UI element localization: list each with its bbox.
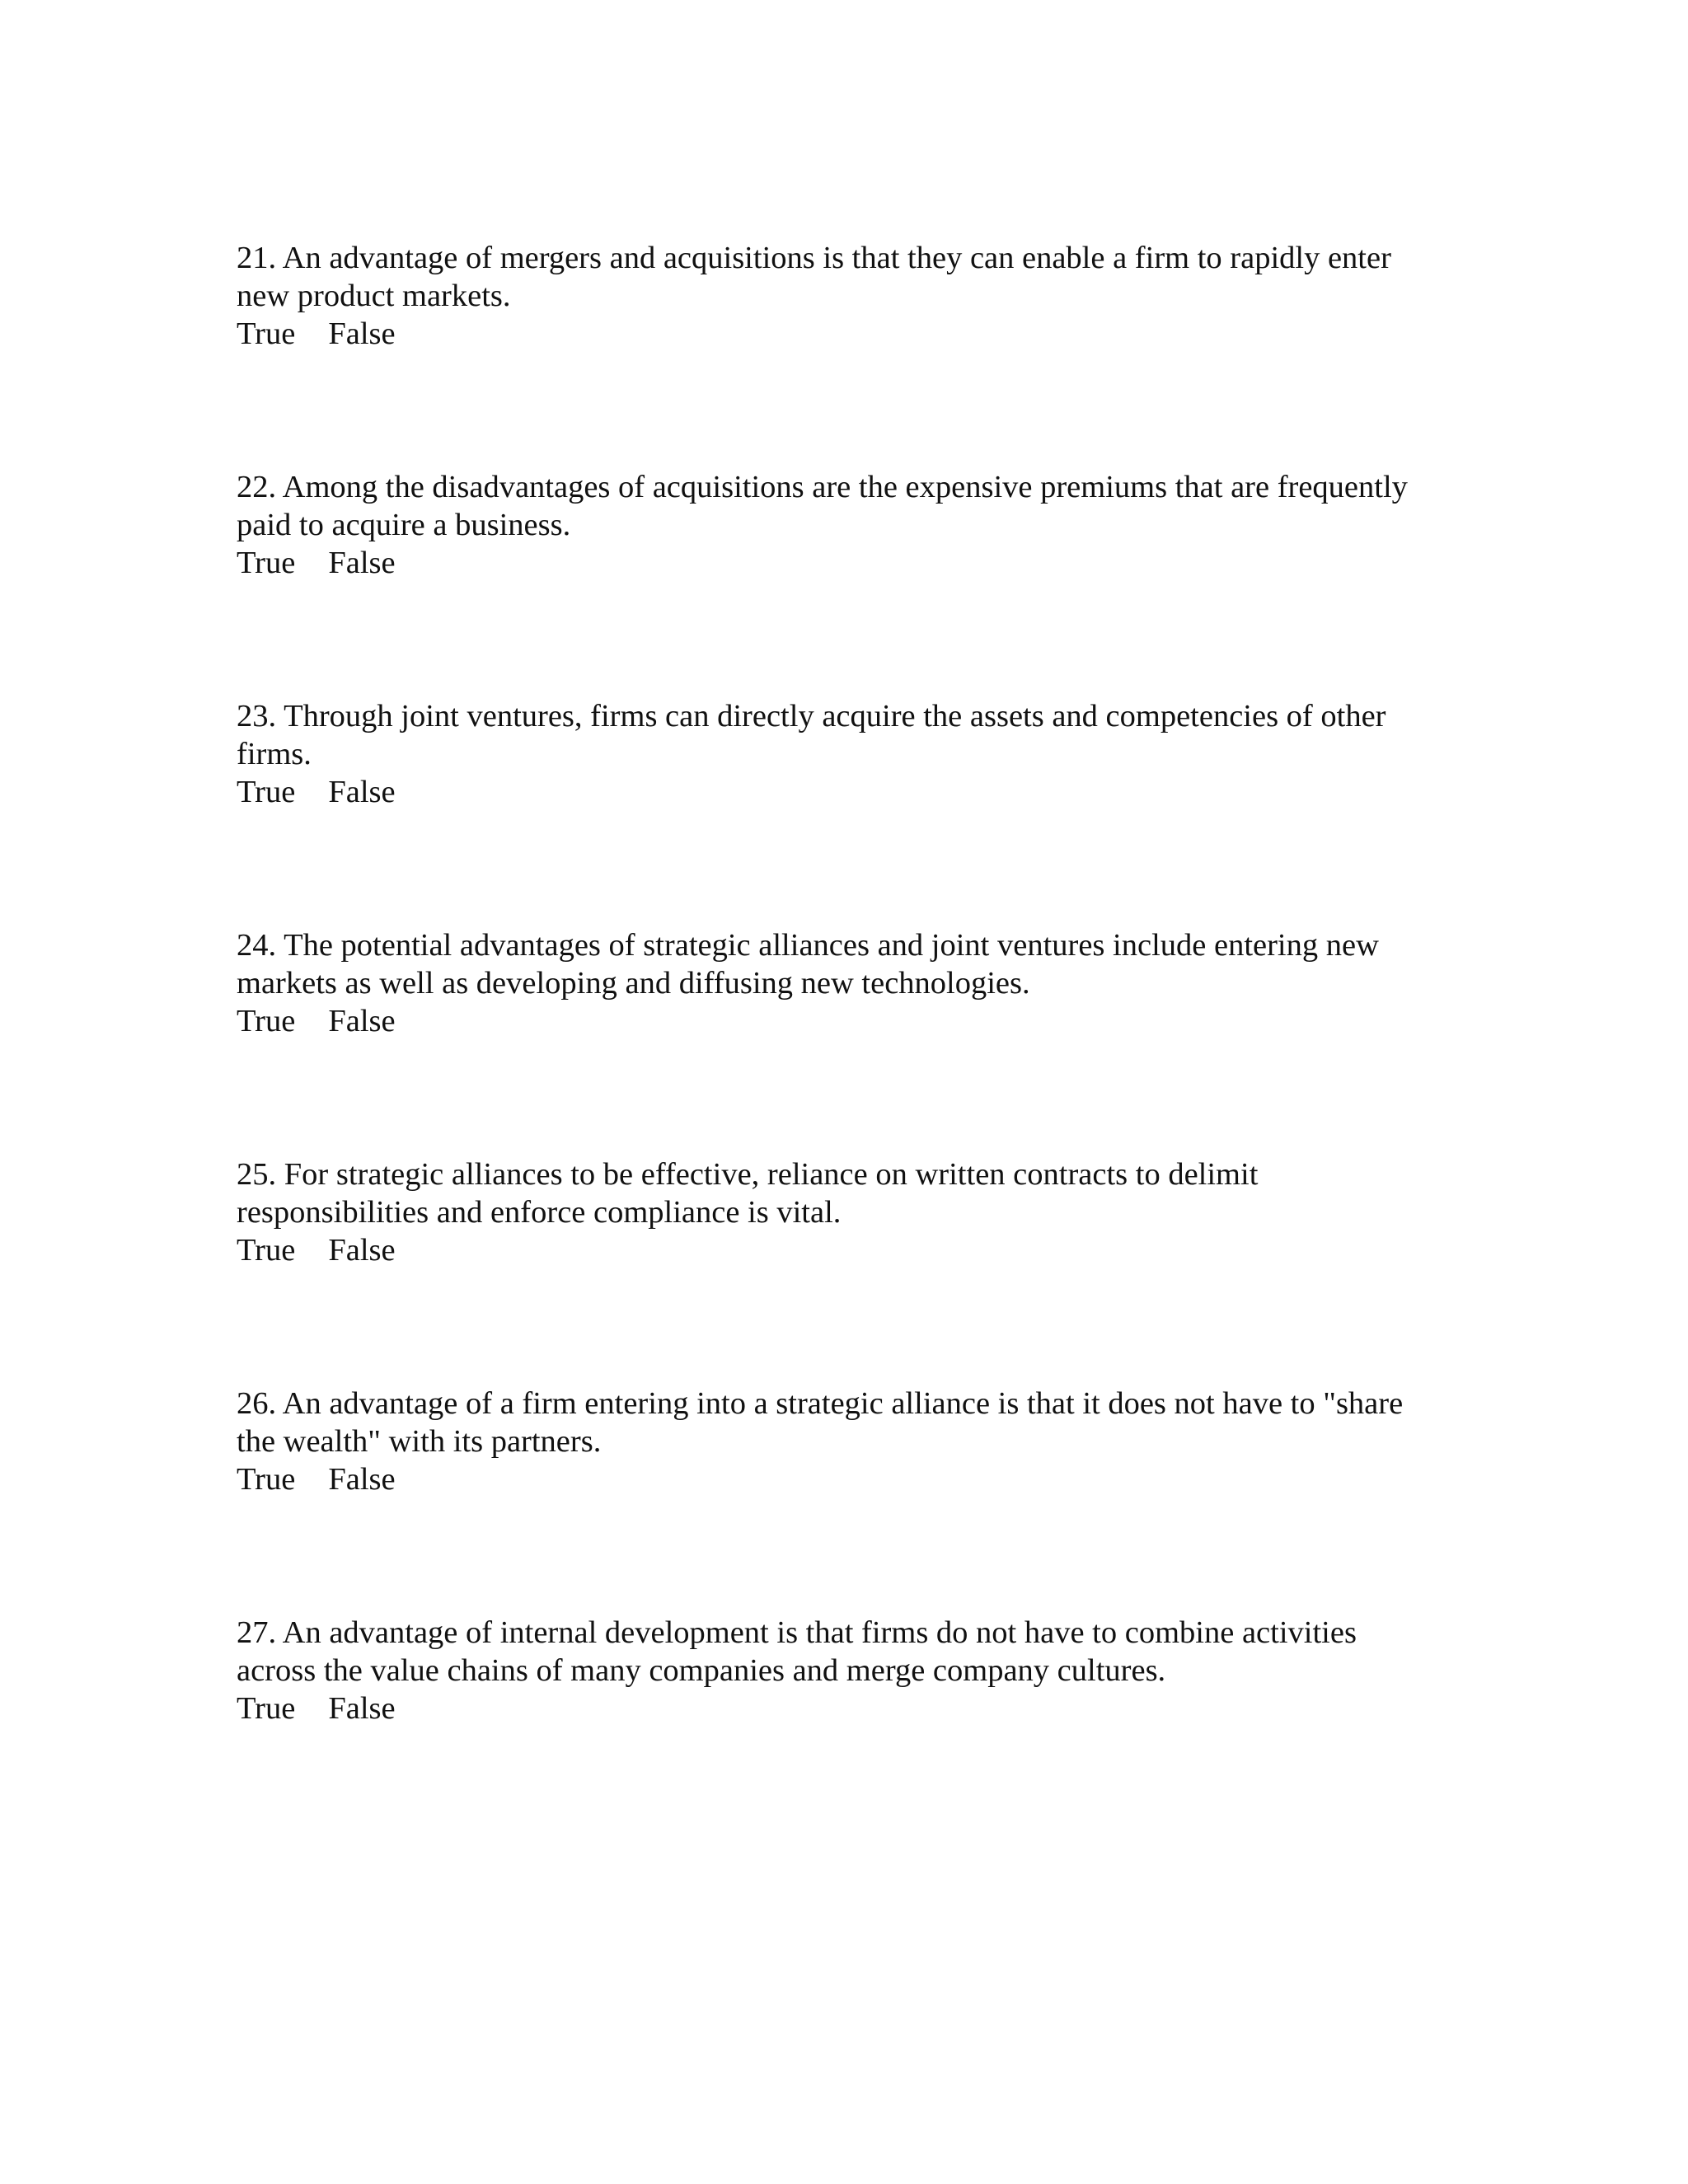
question-text	[237, 1155, 1473, 1231]
question-number: 22.	[237, 470, 277, 504]
question-body: An advantage of mergers and acquisitions is that they can enable a firm to rapidly enter new product markets.	[237, 241, 1391, 313]
question-text	[237, 697, 1473, 773]
choice-false[interactable]: False	[328, 775, 396, 809]
question-body: Through joint ventures, firms can directly acquire the assets and competencies of other firms.	[237, 699, 1386, 771]
choice-false[interactable]: False	[328, 316, 396, 351]
question-text	[237, 468, 1473, 544]
choice-false[interactable]: False	[328, 1004, 396, 1038]
choice-false[interactable]: False	[328, 1233, 396, 1268]
question-text	[237, 1614, 1473, 1690]
question-body: An advantage of internal development is that firms do not have to combine activities across the value chains of many companies and merge company cultures.	[237, 1615, 1357, 1688]
choice-true[interactable]: True	[237, 1691, 296, 1726]
question-text	[237, 926, 1473, 1002]
question-body: An advantage of a firm entering into a strategic alliance is that it does not have to "share the wealth" with its partners.	[237, 1386, 1404, 1459]
question-26	[237, 1385, 1473, 1498]
choice-true[interactable]: True	[237, 775, 296, 809]
question-24	[237, 926, 1473, 1040]
question-body: The potential advantages of strategic alliances and joint ventures include entering new markets as well as developing and diffusing new technologies.	[237, 928, 1379, 1001]
answer-choices	[237, 773, 1473, 811]
choice-false[interactable]: False	[328, 1691, 396, 1726]
choice-false[interactable]: False	[328, 1462, 396, 1497]
question-21	[237, 239, 1473, 353]
question-body: Among the disadvantages of acquisitions are the expensive premiums that are frequently paid to acquire a business.	[237, 470, 1408, 542]
choice-true[interactable]: True	[237, 1004, 296, 1038]
question-number: 23.	[237, 699, 277, 733]
question-25	[237, 1155, 1473, 1269]
question-body: For strategic alliances to be effective, reliance on written contracts to delimit responsibilities and enforce compliance is vital.	[237, 1157, 1259, 1230]
question-27	[237, 1614, 1473, 1727]
question-number: 24.	[237, 928, 277, 963]
choice-true[interactable]: True	[237, 316, 296, 351]
choice-true[interactable]: True	[237, 1462, 296, 1497]
answer-choices	[237, 315, 1473, 353]
question-text	[237, 1385, 1473, 1460]
answer-choices	[237, 544, 1473, 582]
question-number: 27.	[237, 1615, 277, 1650]
answer-choices	[237, 1231, 1473, 1269]
answer-choices	[237, 1002, 1473, 1040]
question-text	[237, 239, 1473, 315]
answer-choices	[237, 1690, 1473, 1727]
choice-true[interactable]: True	[237, 1233, 296, 1268]
choice-false[interactable]: False	[328, 546, 396, 580]
question-number: 21.	[237, 241, 277, 275]
answer-choices	[237, 1460, 1473, 1498]
question-22	[237, 468, 1473, 582]
question-23	[237, 697, 1473, 811]
question-number: 25.	[237, 1157, 277, 1192]
question-number: 26.	[237, 1386, 277, 1421]
choice-true[interactable]: True	[237, 546, 296, 580]
